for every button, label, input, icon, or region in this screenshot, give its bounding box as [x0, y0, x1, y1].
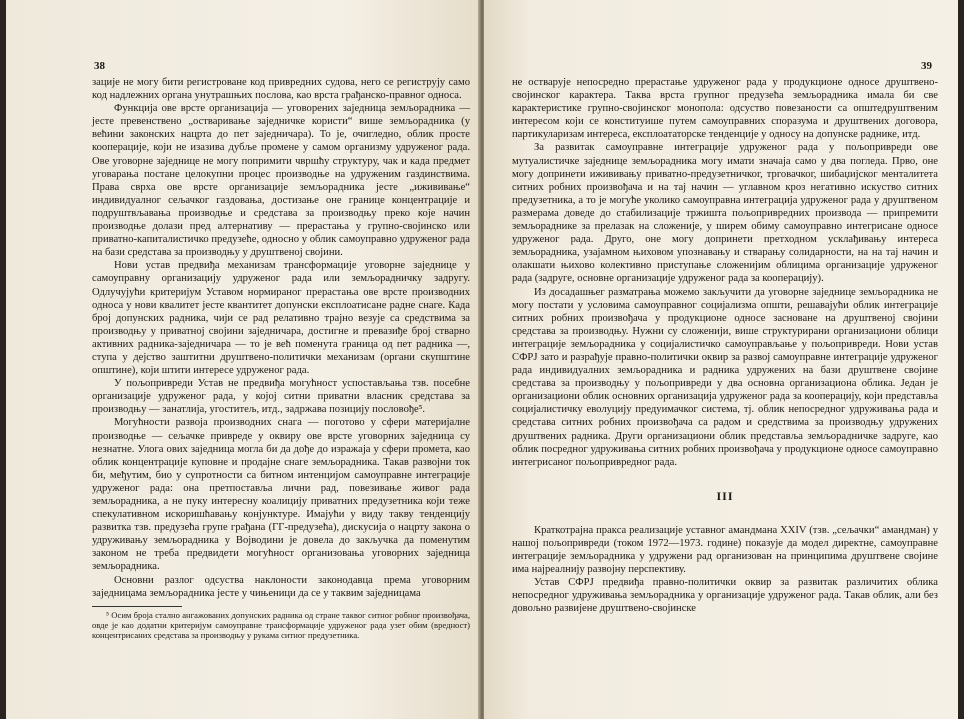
footnote: ⁵ Осим броја стално ангажованих допунских радника од стране таквог ситног робног произвођача, овде је као додатни критеријум самоуправне трансформације удруженог рада узет обим (вредност) концентрисаних средстава за производњу у рукама ситног предузетника. [92, 609, 470, 641]
paragraph: Могућности развоја производних снага — поготово у сфери материјалне производње — сељачке привреде у оквиру ове врсте уговорних заједница су незнатне. Улога ових заједница могла би да дође до изражаја у сфери промета, као облик концентрације куповне и продајне снаге земљорадника. Такав развојни ток би, међутим, био у супротности са битном интенцијом самоуправне интеграције удруженог рада: она претпоставља лични рад, повезивање живог рада земљорадника, а не пуку интересну коалицију приватних предузетника који теже спекулативном искоришћавању конјунктуре. Имајући у виду такву тенденцију развитка тзв. предузећа групе грађана (ГГ-предузећа), дискусија о нацрту закона о удруживању земљорадника у Војводини је довела до закључка да поменутим законом не треба предвидети могућност организовања уговорних заједница земљорадника. [92, 417, 470, 573]
right-page-body [512, 76, 938, 615]
paragraph: За развитак самоуправне интеграције удруженог рада у пољопривреди ове мутуалистичке заједнице земљорадника могу имати значаја само у два погледа. Прво, оне могу допринети ижививању приватно-предузетничког, трговачког, шибаџијског менталитета ситних робних произвођача и на тај начин — углавном кроз негативно искуство ситних предузетника, а то је могуће уколико самоуправна интеграција удруженог рада у друштвеном размерама доведе до стабилизације тржишта пољопривредних производа — припремити земљораднике за прелазак на сложеније, у ширем обиму самоуправно интегрисане односе удруженог рада. Друго, оне могу допринети претходном усклађивању интереса земљорадника, узајамном њиховом упознавању и стварању солидарности, на на тај начин и олакшати њихово колективно приступање сложенијим облицима организације удруженог рада (задруге, основне организације удруженог рада за кооперацију). [512, 142, 938, 285]
left-page-body [92, 76, 470, 640]
paragraph: Функција ове врсте организација — уговорених заједница земљорадника — јесте превенствено „остваривање заједничке користи“ више земљорадника (у већини законских нацрта до пет заједничара). То је, очигледно, облик просте кооперације, који не изазива дубље промене у самом организму удруженог рада. Ове уговорне заједнице не могу попримити чвршћу структуру, чак и када предмет уговарања постане целокупни процес производње на удруженим газдинствима. Права сврха ове врсте организације земљорадника јесте „ижививање“ индивидуалног сељачког газдовања, достизање оне границе концентрације и подруштвљавања производње и средстава за производњу преко које начин производње долази пред алтернативу — прерастања у групно-својинско или приватно-капиталистичко предузеће, односно у облик самоуправно удруженог рада на бази средстава за производњу у друштвеној својини. [92, 103, 470, 259]
paragraph: не остварује непосредно прерастање удруженог рада у продукционе односе друштвено-својинског карактера. Таква врста групног предузећа земљорадника имала би све карактеристике групно-својинског монопола: одсуство повезаности са општедруштвеним интересом који се конституише путем самоуправних споразума и друштвених договора, партикуларизам интереса, експлоататорске тенденције у односу на допунске раднике, итд. [512, 77, 938, 141]
paragraph: У пољопривреди Устав не предвиђа могућност успостављања тзв. посебне организације удруженог рада, у којој ситни приватни власник средстава за производњу — занатлија, угоститељ, итд., задржава позицију пословође⁵. [92, 378, 470, 416]
page-number: 38 [94, 60, 105, 72]
paragraph: Нови устав предвиђа механизам трансформације уговорне заједнице у самоуправну организацију удруженог рада или земљорадничку задругу. Одлучујући критеријум Уставом нормираног прерастања ове врсте производних односа у нови квалитет јесте квантитет допунски експлоатисане радне снаге. Када број допунских радника, чији се рад релативно трајно везује са средствима за производњу у приватној својини заједничара, достигне и превазиђе број стварно активних радника-заједничара — то је већ поменута граница од пет радника —, ступа у дејство заштитни друштвено-политички механизам (органи скупштине општине), који штити интересе удруженог рада. [92, 260, 470, 377]
paragraph: Устав СФРЈ предвиђа правно-политички оквир за развитак различитих облика непосредног удруживања земљорадника у организације удруженог рада. Такав облик, али без довољно развијене друштвено-својинске [512, 577, 938, 615]
paragraph: Из досадашњег разматрања можемо закључити да уговорне заједнице земљорадника не могу постати у условима самоуправног социјализма општи, решавајући облик интеграције ситних робних произвођача у продукционе односе засноване на друштвеној својини средстава за производњу. Нужни су сложенији, више структурирани организациони облици интеграције земљорадника у социјалистичко самоуправљање у пољопривреди. Нови устав СФРЈ зато и разрађује правно-политички оквир за развој самоуправне интеграције удруженог рада индивидуалних земљорадника и радника удружених на бази друштвене својине средстава за производњу у пољопривреди у два основна организациона облика. Један је организациони облик основних организација удруженог рада за кооперацију, који представља социјалистичку еволуцију предуимачког система, тј. облик непосредног удруживања рада и средстава ситних робних произвођача са радом и средствима за производњу удружених друштвених радника. Други организациони облик представља земљорадничке задруге, као облик посредног удруживања ситних робних произвођача у продукционе односе самоуправно интегрисаног пољопривредног рада. [512, 286, 938, 468]
paragraph: Краткотрајна пракса реализације уставног амандмана XXIV (тзв. „сељачки“ амандман) у нашој пољопривреди (током 1972—1973. године) показује да модел директне, самоуправне интеграције земљорадника у удружени рад организован на принципима друштвене својине има најреалнију развојну перспективу. [512, 524, 938, 576]
section-heading: III [716, 488, 734, 503]
left-page [6, 0, 480, 719]
right-page [484, 0, 958, 719]
footnote-divider [92, 606, 182, 607]
page-number: 39 [921, 60, 932, 72]
paragraph: Основни разлог одсуства наклоности законодавца према уговорним заједницама земљорадника јесте у чињеници да се у таквим заједницама [92, 574, 470, 599]
paragraph: зације не могу бити регистроване код привредних судова, него се региструју само код надлежних органа унутрашњих послова, као врста грађанско-правног односа. [92, 77, 470, 102]
